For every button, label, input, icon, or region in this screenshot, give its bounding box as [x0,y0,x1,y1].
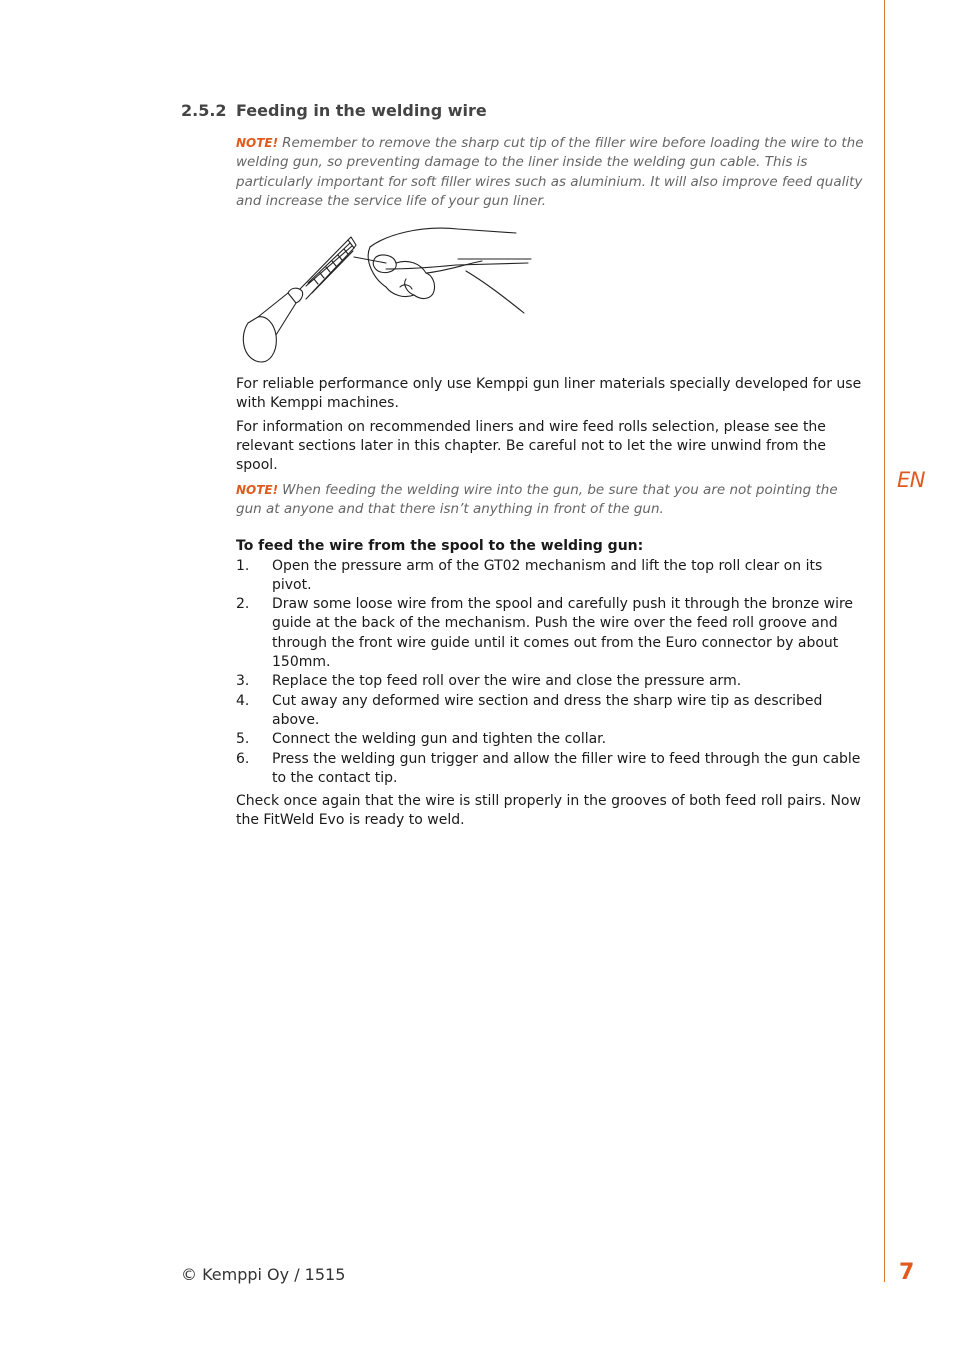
step-6: 6. Press the welding gun trigger and allow the filler wire to feed through the gun cable to the contact tip. [236,750,861,786]
note-1 [236,134,866,211]
content [236,134,866,835]
note-label: NOTE! [236,136,279,150]
paragraph-1: For reliable performance only use Kemppi gun liner materials specially developed for use with Kemppi machines. [236,376,862,412]
procedure-steps [236,557,866,789]
footer-copyright: © Kemppi Oy / 1515 [181,1265,346,1284]
section-heading [181,101,487,120]
language-tab: EN [897,468,925,492]
note-1-text: Remember to remove the sharp cut tip of the filler wire before loading the wire to the welding gun, so preventing damage to the liner inside the welding gun cable. This is particularly important for soft filler wires such as aluminium. It will also improve feed quality and increase the service life of your gun liner. [236,135,864,209]
step-4: 4. Cut away any deformed wire section and dress the sharp wire tip as described above. [236,692,823,728]
note-2 [236,481,866,520]
file-and-hand-illustration [236,223,536,365]
step-2: 2. Draw some loose wire from the spool and carefully push it through the bronze wire guide at the back of the mechanism. Push the wire over the feed roll groove and through the front wire guide until it comes out from the Euro connector by about 150mm. [236,596,854,671]
paragraph-2: For information on recommended liners and wire feed rolls selection, please see the relevant sections later in this chapter. Be careful not to let the wire unwind from the spool. [236,418,826,474]
page-number: 7 [899,1260,915,1285]
section-title: Feeding in the welding wire [236,101,487,120]
procedure-title: To feed the wire from the spool to the welding gun: [236,538,644,555]
note-label-2: NOTE! [236,482,279,497]
step-3: 3. Replace the top feed roll over the wire and close the pressure arm. [236,673,742,690]
step-5: 5. Connect the welding gun and tighten the collar. [236,731,607,748]
paragraph-3: Check once again that the wire is still properly in the grooves of both feed roll pairs. Now the FitWeld Evo is ready to weld. [236,793,861,829]
section-number: 2.5.2 [181,101,227,120]
note-2-text: When feeding the welding wire into the gun, be sure that you are not pointing the gun at anyone and that there isn’t anything in front of the gun. [236,481,838,517]
step-1: 1. Open the pressure arm of the GT02 mechanism and lift the top roll clear on its pivot. [236,557,823,593]
side-rule [884,0,885,1282]
